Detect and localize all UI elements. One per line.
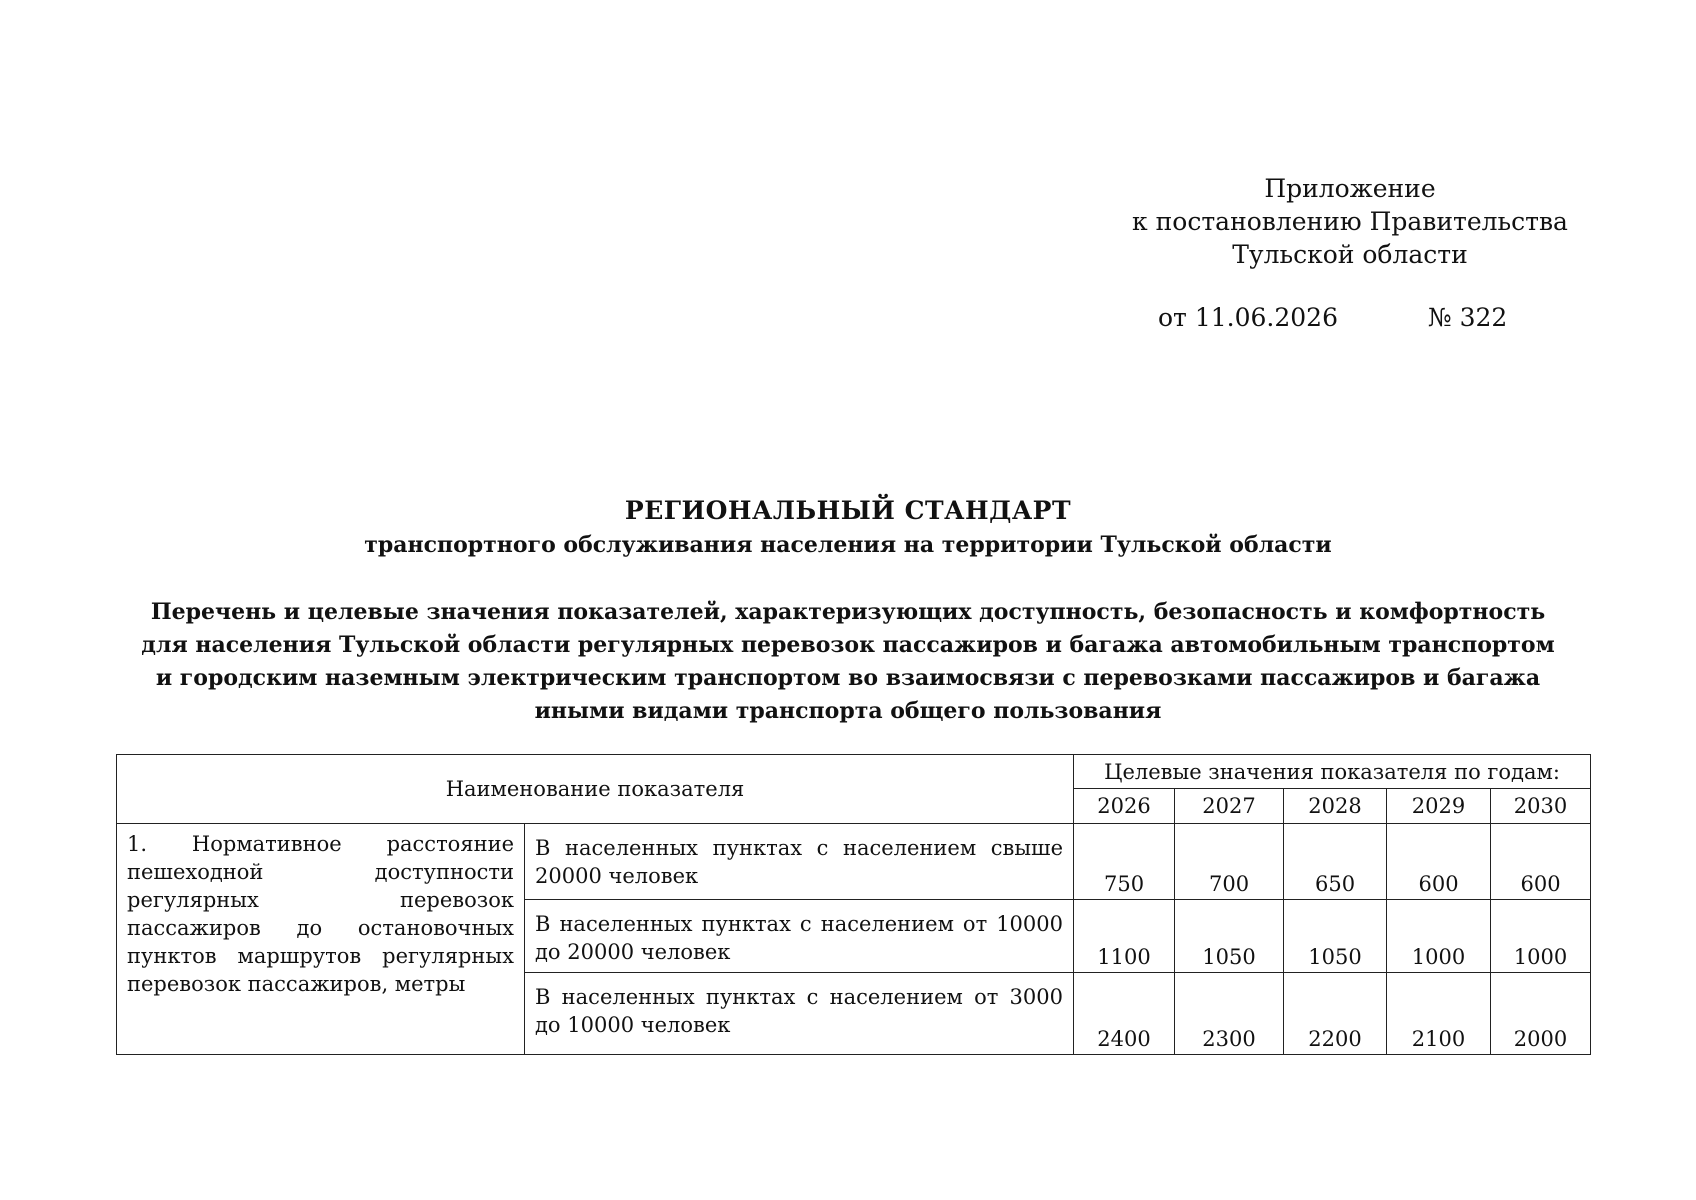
annex-title: Приложение xyxy=(1264,174,1436,203)
subtitle-line-4: иными видами транспорта общего пользования xyxy=(534,698,1162,724)
value-cell: 2400 xyxy=(1074,973,1175,1055)
value-cell: 1000 xyxy=(1491,900,1591,973)
document-title-sub: транспортного обслуживания населения на территории Тульской области xyxy=(364,532,1332,558)
subtitle-line-3: и городским наземным электрическим транспортом во взаимосвязи с перевозками пассажиров и багажа xyxy=(155,665,1541,691)
header-indicator-name: Наименование показателя xyxy=(117,755,1074,824)
value-cell: 1050 xyxy=(1175,900,1284,973)
resolution-date: от 11.06.2026 xyxy=(1158,303,1338,332)
header-target-values: Целевые значения показателя по годам: xyxy=(1074,755,1591,789)
header-year: 2027 xyxy=(1175,789,1284,824)
value-cell: 700 xyxy=(1175,824,1284,900)
value-cell: 750 xyxy=(1074,824,1175,900)
value-cell: 1100 xyxy=(1074,900,1175,973)
table-row xyxy=(117,824,1591,900)
value-cell: 2200 xyxy=(1284,973,1387,1055)
value-cell: 1000 xyxy=(1387,900,1491,973)
header-year: 2026 xyxy=(1074,789,1175,824)
value-cell: 2100 xyxy=(1387,973,1491,1055)
header-year: 2028 xyxy=(1284,789,1387,824)
value-cell: 1050 xyxy=(1284,900,1387,973)
value-cell: 600 xyxy=(1491,824,1591,900)
value-cell: 2300 xyxy=(1175,973,1284,1055)
row-label: В населенных пунктах с населением от 3000 до 10000 человек xyxy=(525,973,1074,1055)
annex-line-resolution: к постановлению Правительства xyxy=(1132,207,1568,236)
subtitle-line-1: Перечень и целевые значения показателей, характеризующих доступность, безопасность и комфортность xyxy=(150,599,1546,625)
row-label: В населенных пунктах с населением свыше 20000 человек xyxy=(525,824,1074,900)
document-title-main: РЕГИОНАЛЬНЫЙ СТАНДАРТ xyxy=(624,496,1072,525)
indicators-table xyxy=(116,754,1591,1055)
header-year: 2029 xyxy=(1387,789,1491,824)
document-subtitle xyxy=(0,596,1696,728)
value-cell: 600 xyxy=(1387,824,1491,900)
resolution-number: № 322 xyxy=(1428,303,1508,332)
document-title xyxy=(0,494,1696,562)
value-cell: 650 xyxy=(1284,824,1387,900)
subtitle-line-2: для населения Тульской области регулярных перевозок пассажиров и багажа автомобильным транспортом xyxy=(141,632,1555,658)
indicator-name: 1. Нормативное расстояние пешеходной доступности регулярных перевозок пассажиров до остановочных пунктов маршрутов регулярных перевозок пассажиров, метры xyxy=(117,824,525,1055)
row-label: В населенных пунктах с населением от 10000 до 20000 человек xyxy=(525,900,1074,973)
header-year: 2030 xyxy=(1491,789,1591,824)
annex-block xyxy=(1130,172,1570,271)
value-cell: 2000 xyxy=(1491,973,1591,1055)
annex-line-region: Тульской области xyxy=(1232,240,1468,269)
